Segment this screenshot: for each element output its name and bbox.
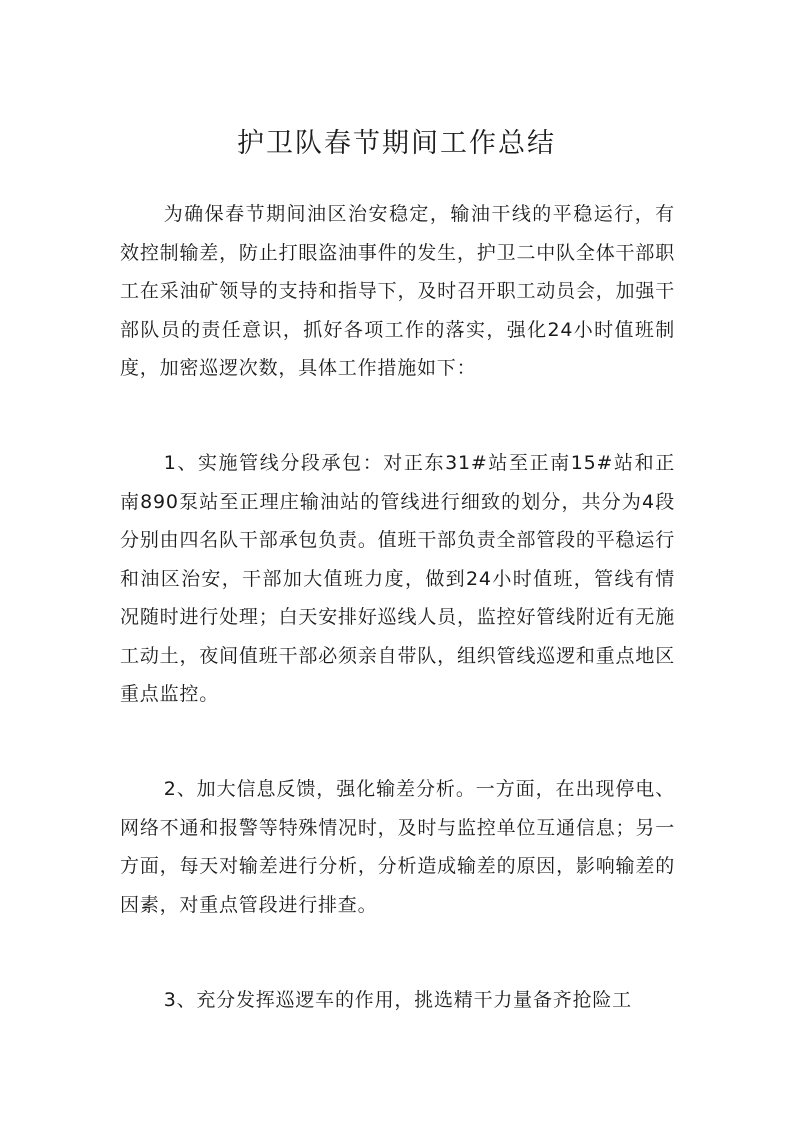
paragraph-intro: 为确保春节期间油区治安稳定，输油干线的平稳运行，有效控制输差，防止打眼盗油事件的发生，护卫二中队全体干部职工在采油矿领导的支持和指导下，及时召开职工动员会，加强干部队员的责任意识，抓好各项工作的落实，强化24小时值班制度，加密巡逻次数，具体工作措施如下： bbox=[120, 203, 675, 379]
paragraph-measure-3: 3、充分发挥巡逻车的作用，挑选精干力量备齐抢险工 bbox=[163, 989, 632, 1011]
paragraph-measure-2: 2、加大信息反馈，强化输差分析。一方面，在出现停电、网络不通和报警等特殊情况时，及时与监控单位互通信息；另一方面，每天对输差进行分析，分析造成输差的原因，影响输差的因素，对重点管段进行排查。 bbox=[120, 778, 675, 916]
paragraph-measure-1: 1、实施管线分段承包：对正东31#站至正南15#站和正南890泵站至正理庄输油站的管线进行细致的划分，共分为4段分别由四名队干部承包负责。值班干部负责全部管段的平稳运行和油区治安，干部加大值班力度，做到24小时值班，管线有情况随时进行处理；白天安排好巡线人员，监控好管线附近有无施工动土，夜间值班干部必须亲自带队，组织管线巡逻和重点地区重点监控。 bbox=[120, 452, 675, 705]
document-title: 护卫队春节期间工作总结 bbox=[237, 128, 556, 159]
measure-3-block bbox=[120, 981, 675, 1020]
measure-2-block bbox=[120, 770, 675, 924]
measure-1-block bbox=[120, 444, 675, 714]
intro-paragraph-block bbox=[120, 195, 675, 388]
